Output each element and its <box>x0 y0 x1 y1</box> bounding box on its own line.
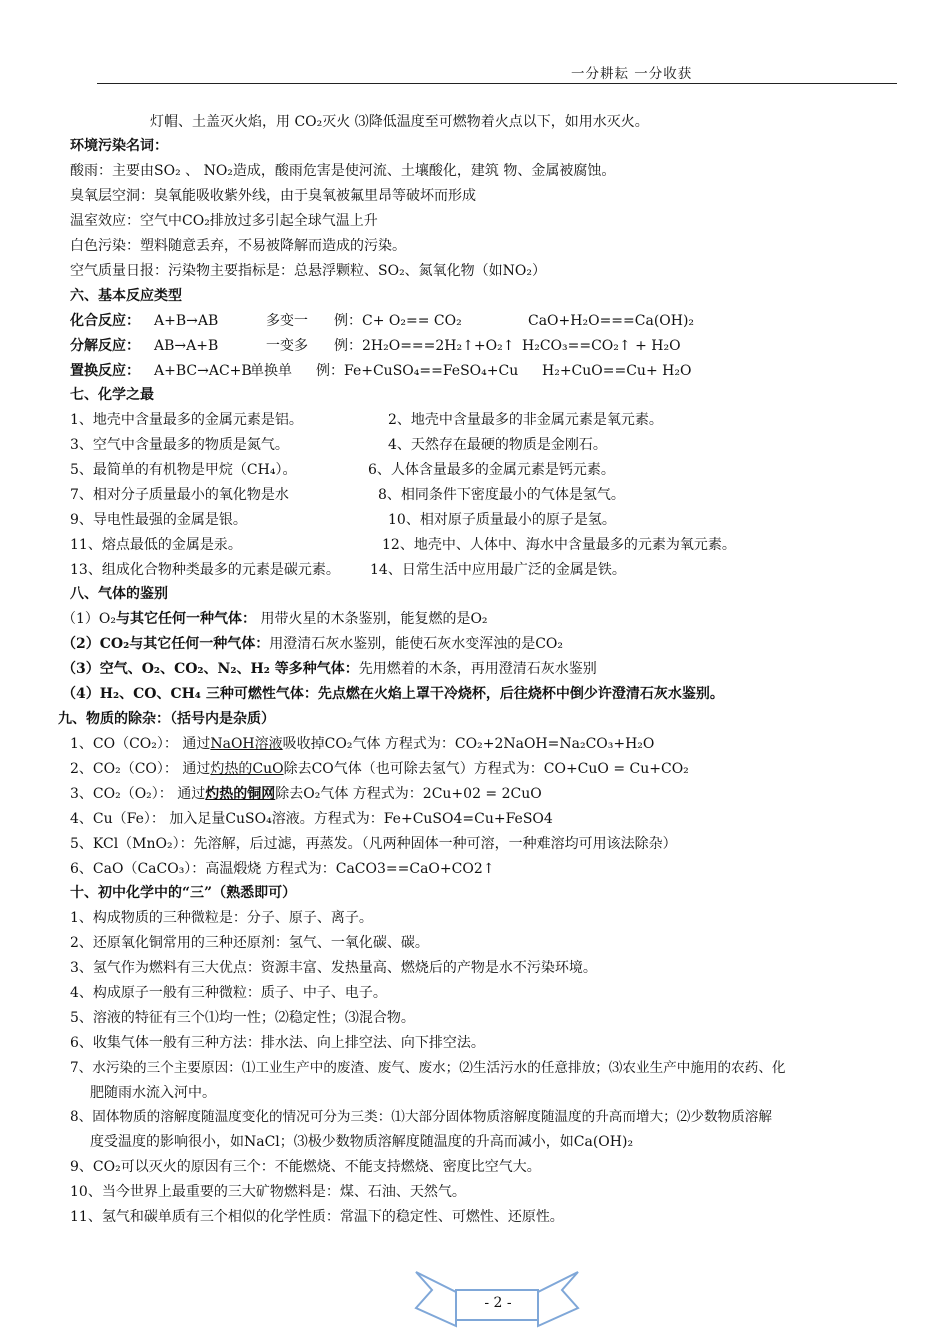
gas-lead: （4）H₂、CO、CH₄ <box>62 686 201 702</box>
impurity-reagent: 灼热的铜网 <box>205 786 276 802</box>
impurity-item <box>70 735 654 753</box>
mosts-left: 9、导电性最强的金属是银。 <box>70 512 247 528</box>
impurity-item <box>70 760 689 778</box>
gas-item <box>62 610 488 628</box>
reaction-desc: 一变多 <box>266 338 308 354</box>
impurity-item: 5、KCl（MnO₂）：先溶解，后过滤，再蒸发。（凡两种固体一种可溶，一种难溶均可用该法除杂） <box>70 836 677 852</box>
threes-item: 4、构成原子一般有三种微粒：质子、中子、电子。 <box>70 985 387 1001</box>
impurity-reagent: NaOH溶液 <box>210 736 283 752</box>
mosts-left: 1、地壳中含量最多的金属元素是铝。 <box>70 412 303 428</box>
intro-line: 灯帽、土盖灭火焰，用 CO₂灭火 ⑶降低温度至可燃物着火点以下，如用水灭火。 <box>150 114 649 130</box>
threes-heading: 十、初中化学中的“三”（熟悉即可） <box>70 885 297 901</box>
mosts-right: 12、地壳中、人体中、海水中含量最多的元素为氧元素。 <box>382 537 736 553</box>
mosts-left: 7、相对分子质量最小的氧化物是水 <box>70 487 289 503</box>
mosts-right: 14、日常生活中应用最广泛的金属是铁。 <box>370 562 626 578</box>
gas-lead: （3）空气、O₂、CO₂、N₂、H₂ <box>62 661 270 677</box>
impurity-reagent: 灼热的CuO <box>210 761 284 777</box>
mosts-right: 8、相同条件下密度最小的气体是氢气。 <box>378 487 625 503</box>
threes-item: 2、还原氧化铜常用的三种还原剂：氢气、一氧化碳、碳。 <box>70 935 429 951</box>
mosts-heading: 七、化学之最 <box>70 387 154 403</box>
impurity-item: 6、CaO（CaCO₃）：高温煅烧 方程式为：CaCO3==CaO+CO2↑ <box>70 861 495 877</box>
reaction-example: 例：C+ O₂== CO₂ <box>334 313 462 329</box>
threes-item: 3、氢气作为燃料有三大优点：资源丰富、发热量高、燃烧后的产物是水不污染环境。 <box>70 960 597 976</box>
gas-bold: 与其它任何一种气体： <box>116 611 256 627</box>
header-motto: 一分耕耘 一分收获 <box>571 66 693 82</box>
gas-heading: 八、气体的鉴别 <box>70 586 168 602</box>
gas-bold: 等多种气体： <box>269 661 359 677</box>
reaction-desc: 多变一 <box>266 313 308 329</box>
reaction-name: 化合反应： <box>70 313 140 329</box>
reaction-pattern: A+B→AB <box>154 313 219 329</box>
mosts-left: 13、组成化合物种类最多的元素是碳元素。 <box>70 562 340 578</box>
threes-item: 1、构成物质的三种微粒是：分子、原子、离子。 <box>70 910 373 926</box>
mosts-left: 5、最简单的有机物是甲烷（CH₄）。 <box>70 462 297 478</box>
reaction-pattern: AB→A+B <box>154 338 219 354</box>
mosts-left: 3、空气中含量最多的物质是氮气。 <box>70 437 289 453</box>
impurity-text-b: 除去CO气体（也可除去氢气）方程式为：CO+CuO = Cu+CO₂ <box>283 761 689 777</box>
reaction-pattern: A+BC→AC+B <box>154 363 252 379</box>
pollution-item: 白色污染：塑料随意丢弃，不易被降解而造成的污染。 <box>70 238 406 254</box>
threes-item-cont: 度受温度的影响很小，如NaCl；⑶极少数物质溶解度随温度的升高而减小，如Ca(OH)₂ <box>90 1134 634 1150</box>
gas-rest: 先点燃在火焰上罩干冷烧杯，后往烧杯中倒少许澄清石灰水鉴别。 <box>317 686 724 702</box>
threes-item: 8、固体物质的溶解度随温度变化的情况可分为三类：⑴大部分固体物质溶解度随温度的升高而增大；⑵少数物质溶解 <box>70 1109 772 1125</box>
reaction-example: 例：Fe+CuSO₄==FeSO₄+Cu <box>316 363 519 379</box>
mosts-right: 10、相对原子质量最小的原子是氢。 <box>388 512 616 528</box>
impurity-item <box>70 785 542 803</box>
gas-bold: 三种可燃性气体： <box>200 686 318 702</box>
impurity-text-b: 吸收掉CO₂气体 方程式为：CO₂+2NaOH=Na₂CO₃+H₂O <box>282 736 655 752</box>
gas-item <box>62 685 724 703</box>
gas-rest: 先用燃着的木条，再用澄清石灰水鉴别 <box>358 661 597 677</box>
pollution-item: 酸雨：主要由SO₂ 、 NO₂造成，酸雨危害是使河流、土壤酸化，建筑 物、金属被腐蚀。 <box>70 163 616 179</box>
threes-item: 5、溶液的特征有三个⑴均一性；⑵稳定性；⑶混合物。 <box>70 1010 415 1026</box>
mosts-right: 4、天然存在最硬的物质是金刚石。 <box>388 437 607 453</box>
threes-item-cont: 肥随雨水流入河中。 <box>90 1085 216 1101</box>
pollution-item: 空气质量日报：污染物主要指标是：总悬浮颗粒、SO₂、氮氧化物（如NO₂） <box>70 263 547 279</box>
impurity-text-b: 除去O₂气体 方程式为：2Cu+02 = 2CuO <box>275 786 542 802</box>
gas-bold: 与其它任何一种气体： <box>129 636 270 652</box>
reactions-heading: 六、基本反应类型 <box>70 288 182 304</box>
threes-item: 6、收集气体一般有三种方法：排水法、向上排空法、向下排空法。 <box>70 1035 485 1051</box>
reaction-desc: 单换单 <box>250 363 292 379</box>
gas-rest: 用澄清石灰水鉴别，能使石灰水变浑浊的是CO₂ <box>269 636 564 652</box>
impurity-heading: 九、物质的除杂：（括号内是杂质） <box>58 711 275 727</box>
header-rule <box>97 83 897 84</box>
mosts-right: 2、地壳中含量最多的非金属元素是氧元素。 <box>388 412 663 428</box>
gas-item <box>62 660 597 678</box>
gas-rest: 用带火星的木条鉴别，能复燃的是O₂ <box>256 611 488 627</box>
gas-lead: （2）CO₂ <box>62 636 130 652</box>
impurity-text-a: 3、CO₂（O₂）： 通过 <box>70 786 206 802</box>
impurity-item: 4、Cu（Fe）： 加入足量CuSO₄溶液。方程式为：Fe+CuSO4=Cu+FeSO4 <box>70 811 553 827</box>
reaction-example: 例：2H₂O===2H₂↑+O₂↑ <box>334 338 515 354</box>
mosts-right: 6、人体含量最多的金属元素是钙元素。 <box>368 462 615 478</box>
pollution-item: 臭氧层空洞：臭氧能吸收紫外线，由于臭氧被氟里昂等破坏而形成 <box>70 188 476 204</box>
page-number: - 2 - <box>484 1295 512 1311</box>
reaction-name: 置换反应： <box>70 363 140 379</box>
pollution-item: 温室效应：空气中CO₂排放过多引起全球气温上升 <box>70 213 378 229</box>
gas-lead: （1）O₂ <box>62 611 116 627</box>
reaction-name: 分解反应： <box>70 338 140 354</box>
impurity-text-a: 1、CO（CO₂）： 通过 <box>70 736 211 752</box>
gas-item <box>62 635 563 653</box>
threes-item: 7、水污染的三个主要原因：⑴工业生产中的废渣、废气、废水；⑵生活污水的任意排放；⑶农业生产中施用的农药、化 <box>70 1060 786 1076</box>
threes-item: 11、氢气和碳单质有三个相似的化学性质：常温下的稳定性、可燃性、还原性。 <box>70 1209 564 1225</box>
reaction-extra: CaO+H₂O===Ca(OH)₂ <box>528 313 695 329</box>
threes-item: 9、CO₂可以灭火的原因有三个：不能燃烧、不能支持燃烧、密度比空气大。 <box>70 1159 541 1175</box>
pollution-heading: 环境污染名词： <box>70 138 168 154</box>
impurity-text-a: 2、CO₂（CO）： 通过 <box>70 761 211 777</box>
reaction-extra: H₂+CuO==Cu+ H₂O <box>542 363 692 379</box>
mosts-left: 11、熔点最低的金属是汞。 <box>70 537 242 553</box>
reaction-extra: H₂CO₃==CO₂↑ + H₂O <box>522 338 681 354</box>
threes-item: 10、当今世界上最重要的三大矿物燃料是：煤、石油、天然气。 <box>70 1184 466 1200</box>
